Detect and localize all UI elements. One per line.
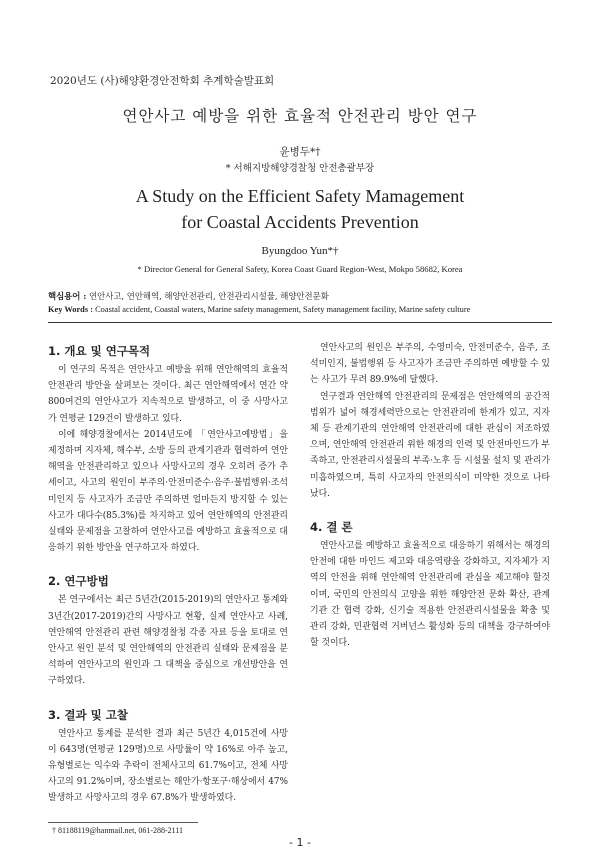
keywords-korean-text: 연안사고, 연안해역, 해양안전관리, 안전관리시설물, 해양안전문화 — [89, 291, 329, 301]
section-2-title: 2. 연구방법 — [48, 574, 109, 589]
header-divider — [48, 322, 552, 323]
section-4-title: 4. 결 론 — [310, 520, 353, 535]
section-3-title: 3. 결과 및 고찰 — [48, 707, 128, 722]
section-1-paragraph-2: 이에 해양경찰에서는 2014년도에 「연안사고예방법」을 제정하며 지자체, 해수부, 소방 등의 관계기관과 협력하여 연안해역을 안전관리하고 있으나 사망사고의 경우 오히려 증가 추세이고, 사고의 원인이 부주의·안전미준수·음주·불법행위·조석미인지 등 사고자가 조금만 주의하면 얼마든지 방지할 수 있는 사고가 대다수(85.3%)를 차지하고 있어 연안해역의 안전관리 실태와 문제점을 고찰하여 연안사고를 예방하고 효율적으로 대응하기 위한 방안을 연구하고자 하였다. — [48, 429, 288, 554]
english-title-line1: A Study on the Efficient Safety Mamagement — [135, 186, 465, 206]
keywords-english-text: Coastal accident, Coastal waters, Marine safety management, Safety management facility, Marine safety culture — [95, 305, 471, 314]
korean-affiliation: * 서해지방해양경찰청 안전총괄부장 — [225, 163, 375, 174]
keywords-english-label: Key Words : — [48, 305, 93, 314]
section-3-paragraph-1: 연안사고 통계를 분석한 결과 최근 5년간 4,015건에 사망이 643명(연평균 129명)으로 사망률이 약 16%로 아주 높고, 유형별로는 익수와 추락이 전체사고의 61.7%이고, 전체 사망사고의 91.2%이며, 장소별로는 해안가·항포구·해상에서 47% 발생하고 사망사고의 경우 67.8%가 발생하였다. — [48, 728, 288, 804]
section-3-paragraph-2: 연안사고의 원인은 부주의, 수영미숙, 안전미준수, 음주, 조석미인지, 불법행위 등 사고자가 조금만 주의하면 예방할 수 있는 사고가 무려 89.9%에 달했다. — [310, 343, 550, 386]
korean-title: 연안사고 예방을 위한 효율적 안전관리 방안 연구 — [122, 107, 478, 125]
keywords-english — [48, 305, 470, 314]
section-1-title: 1. 개요 및 연구목적 — [48, 344, 151, 358]
footnote: † 81188119@hanmail.net, 061-288-2111 — [52, 826, 184, 835]
english-affiliation: * Director General for General Safety, Korea Coast Guard Region-West, Mokpo 58682, Korea — [137, 264, 463, 274]
section-3-paragraph-3: 연구결과 연안해역 안전관리의 문제점은 연안해역의 공간적 범위가 넓어 해경세력만으로는 안전관리에 한계가 있고, 지자체 등 관계기관의 연안해역 안전관리에 대한 관심이 저조하였으며, 연안해역 안전관리 위한 해경의 인력 및 안전마인드가 부족하고, 안전관리시설물의 부족·노후 등 시설물 설치 및 관리가 미흡하였으며, 특히 사고자의 안전의식이 미약한 것으로 나타났다. — [310, 391, 550, 499]
footnote-divider — [48, 822, 198, 823]
conference-header: 2020년도 (사)해양환경안전학회 추계학술발표회 — [50, 75, 275, 87]
english-title-line2: for Coastal Accidents Prevention — [181, 212, 419, 232]
right-column — [310, 340, 550, 651]
keywords-korean-label: 핵심용어 : — [48, 291, 87, 301]
section-1-paragraph-1: 이 연구의 목적은 연안사고 예방을 위해 연안해역의 효율적 안전관리 방안을 살펴보는 것이다. 최근 연안해역에서 연간 약 800여건의 연안사고가 지속적으로 발생하고, 이 중 사망사고가 연평균 129건이 발생하고 있다. — [48, 365, 288, 424]
page-number: - 1 - — [289, 836, 311, 849]
keywords-korean — [48, 290, 329, 302]
english-author: Byungdoo Yun*† — [261, 245, 339, 257]
left-column — [48, 340, 288, 807]
korean-author: 윤병두*† — [279, 146, 321, 158]
section-2-paragraph-1: 본 연구에서는 최근 5년간(2015-2019)의 연안사고 통계와 3년간(2017-2019)간의 사망사고 현황, 실제 연안사고 사례, 연안해역 안전관리 관련 해양경찰청 각종 자료 등을 토대로 연안사고 원인 분석 및 연안해역의 안전관리 실태와 문제점을 분석하여 연안사고의 원인과 그 대책을 중심으로 개선방안을 연구하였다. — [48, 595, 288, 687]
section-4-paragraph-1: 연안사고를 예방하고 효율적으로 대응하기 위해서는 해경의 안전에 대한 마인드 제고와 대응역량을 강화하고, 지자체가 지역의 안전을 위해 연안해역 안전관리에 관심을 제고해야 할것이며, 국민의 안전의식 고양을 위한 해양안전 문화 확산, 관계기관 간 협력 강화, 신기술 적용한 안전관리시설물을 확충 및 관리 강화, 민관협력 거버넌스 활성화 등의 대책을 강구하여야 할 것이다. — [310, 541, 550, 649]
english-title — [0, 183, 600, 235]
